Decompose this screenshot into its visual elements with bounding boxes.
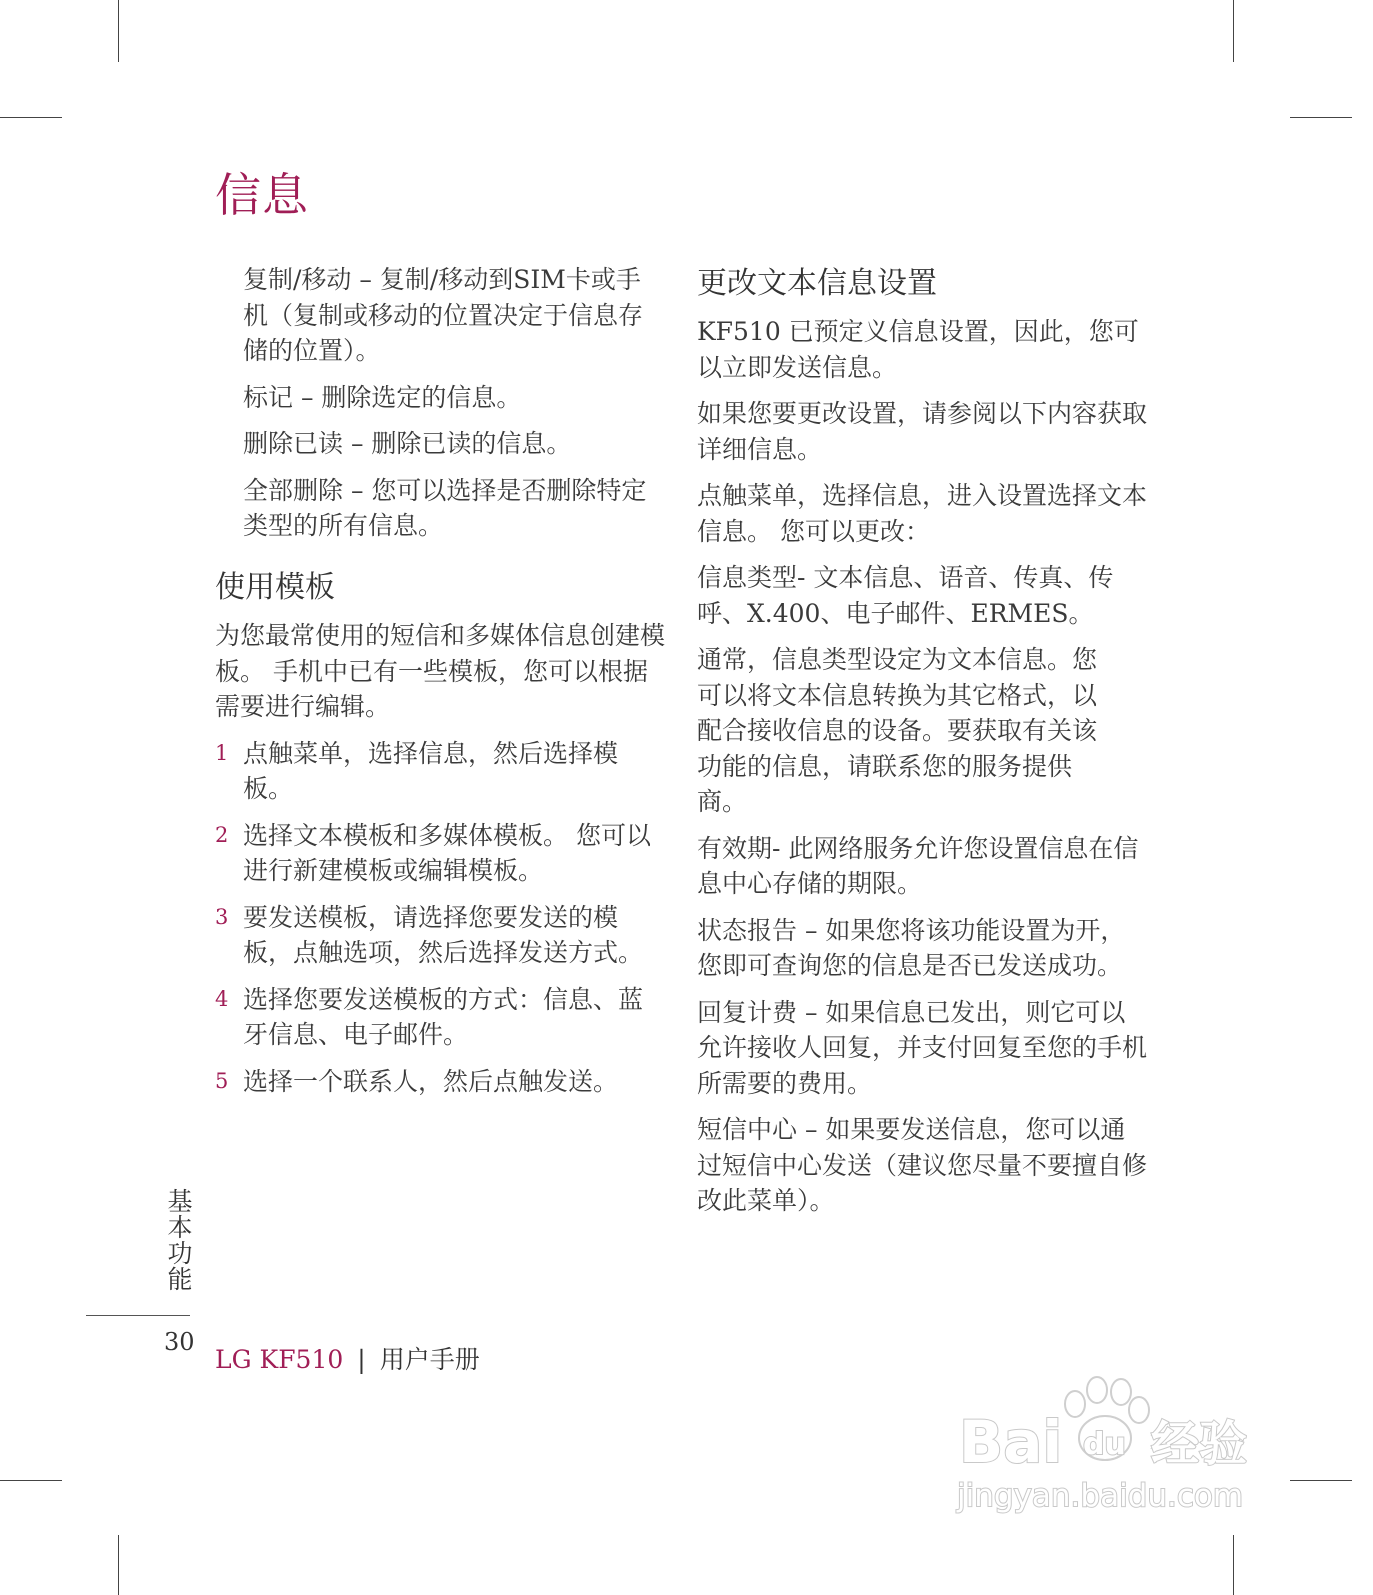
watermark-brand: Bai (959, 1408, 1063, 1476)
step-number: 5 (215, 1068, 229, 1093)
templates-heading: 使用模板 (215, 570, 335, 606)
step-text: 点触菜单，选择信息，然后选择模板。 (243, 738, 619, 804)
watermark-brand-paw: du (1083, 1427, 1126, 1462)
settings-paragraph: 信息类型- 文本信息、语音、传真、传呼、X.400、电子邮件、ERMES。 (697, 563, 1114, 628)
settings-paragraph: 回复计费 – 如果信息已发出，则它可以允许接收人回复，并支付回复至您的手机所需要的费用。 (697, 997, 1148, 1098)
step-item (215, 900, 665, 971)
page-title: 信息 (215, 168, 309, 222)
step-text: 选择一个联系人，然后点触发送。 (243, 1066, 619, 1096)
step-number: 1 (215, 740, 229, 765)
settings-paragraph: 通常，信息类型设定为文本信息。您可以将文本信息转换为其它格式，以配合接收信息的设备。要获取有关该功能的信息，请联系您的服务提供商。 (697, 645, 1098, 816)
settings-paragraph: 点触菜单，选择信息，进入设置选择文本信息。 您可以更改： (697, 481, 1148, 546)
left-column (215, 262, 665, 1110)
option-delete-all: 全部删除 – 您可以选择是否删除特定类型的所有信息。 (243, 475, 647, 540)
page-number: 30 (164, 1328, 195, 1356)
settings-paragraph: 短信中心 – 如果要发送信息，您可以通过短信中心发送（建议您尽量不要擅自修改此菜单）。 (697, 1115, 1148, 1215)
right-column (697, 262, 1147, 1230)
footer-brand: LG KF510 (215, 1345, 344, 1374)
option-copy-move: 复制/移动 – 复制/移动到SIM卡或手机（复制或移动的位置决定于信息存储的位置）。 (243, 265, 644, 365)
settings-paragraph: KF510 已预定义信息设置，因此，您可以立即发送信息。 (697, 317, 1139, 382)
watermark-url: jingyan.baidu.com (957, 1478, 1244, 1514)
step-text: 选择您要发送模板的方式：信息、蓝牙信息、电子邮件。 (243, 984, 644, 1050)
settings-heading: 更改文本信息设置 (697, 266, 937, 301)
step-item (215, 818, 665, 889)
crop-mark (0, 1480, 62, 1481)
crop-mark (1290, 117, 1352, 118)
step-number: 3 (215, 904, 229, 929)
section-tab: 基本功能 (164, 1188, 193, 1292)
crop-mark (1290, 1480, 1352, 1481)
option-mark: 标记 – 删除选定的信息。 (243, 382, 522, 412)
settings-paragraph: 如果您要更改设置，请参阅以下内容获取详细信息。 (697, 399, 1148, 464)
templates-intro: 为您最常使用的短信和多媒体信息创建模板。 手机中已有一些模板，您可以根据需要进行编辑。 (215, 621, 666, 722)
crop-mark (1233, 0, 1234, 62)
step-number: 4 (215, 986, 229, 1011)
step-number: 2 (215, 822, 229, 847)
step-item (215, 736, 665, 807)
step-item (215, 982, 665, 1053)
crop-mark (118, 0, 119, 62)
settings-paragraph: 有效期- 此网络服务允许您设置信息在信息中心存储的期限。 (697, 833, 1139, 898)
baidu-jingyan-watermark (955, 1370, 1275, 1530)
step-item (215, 1064, 665, 1100)
option-delete-read: 删除已读 – 删除已读的信息。 (243, 429, 572, 458)
crop-mark (0, 117, 62, 118)
footer-rule (86, 1315, 190, 1316)
settings-paragraph: 状态报告 – 如果您将该功能设置为开，您即可查询您的信息是否已发送成功。 (697, 915, 1126, 980)
crop-mark (1233, 1535, 1234, 1595)
step-text: 要发送模板，请选择您要发送的模板，点触选项，然后选择发送方式。 (243, 902, 644, 968)
step-text: 选择文本模板和多媒体模板。 您可以进行新建模板或编辑模板。 (243, 820, 651, 886)
footer-manual-label: 用户手册 (379, 1345, 480, 1374)
footer (215, 1340, 480, 1376)
footer-separator: | (357, 1345, 366, 1374)
watermark-product: 经验 (1151, 1416, 1248, 1472)
crop-mark (118, 1535, 119, 1595)
